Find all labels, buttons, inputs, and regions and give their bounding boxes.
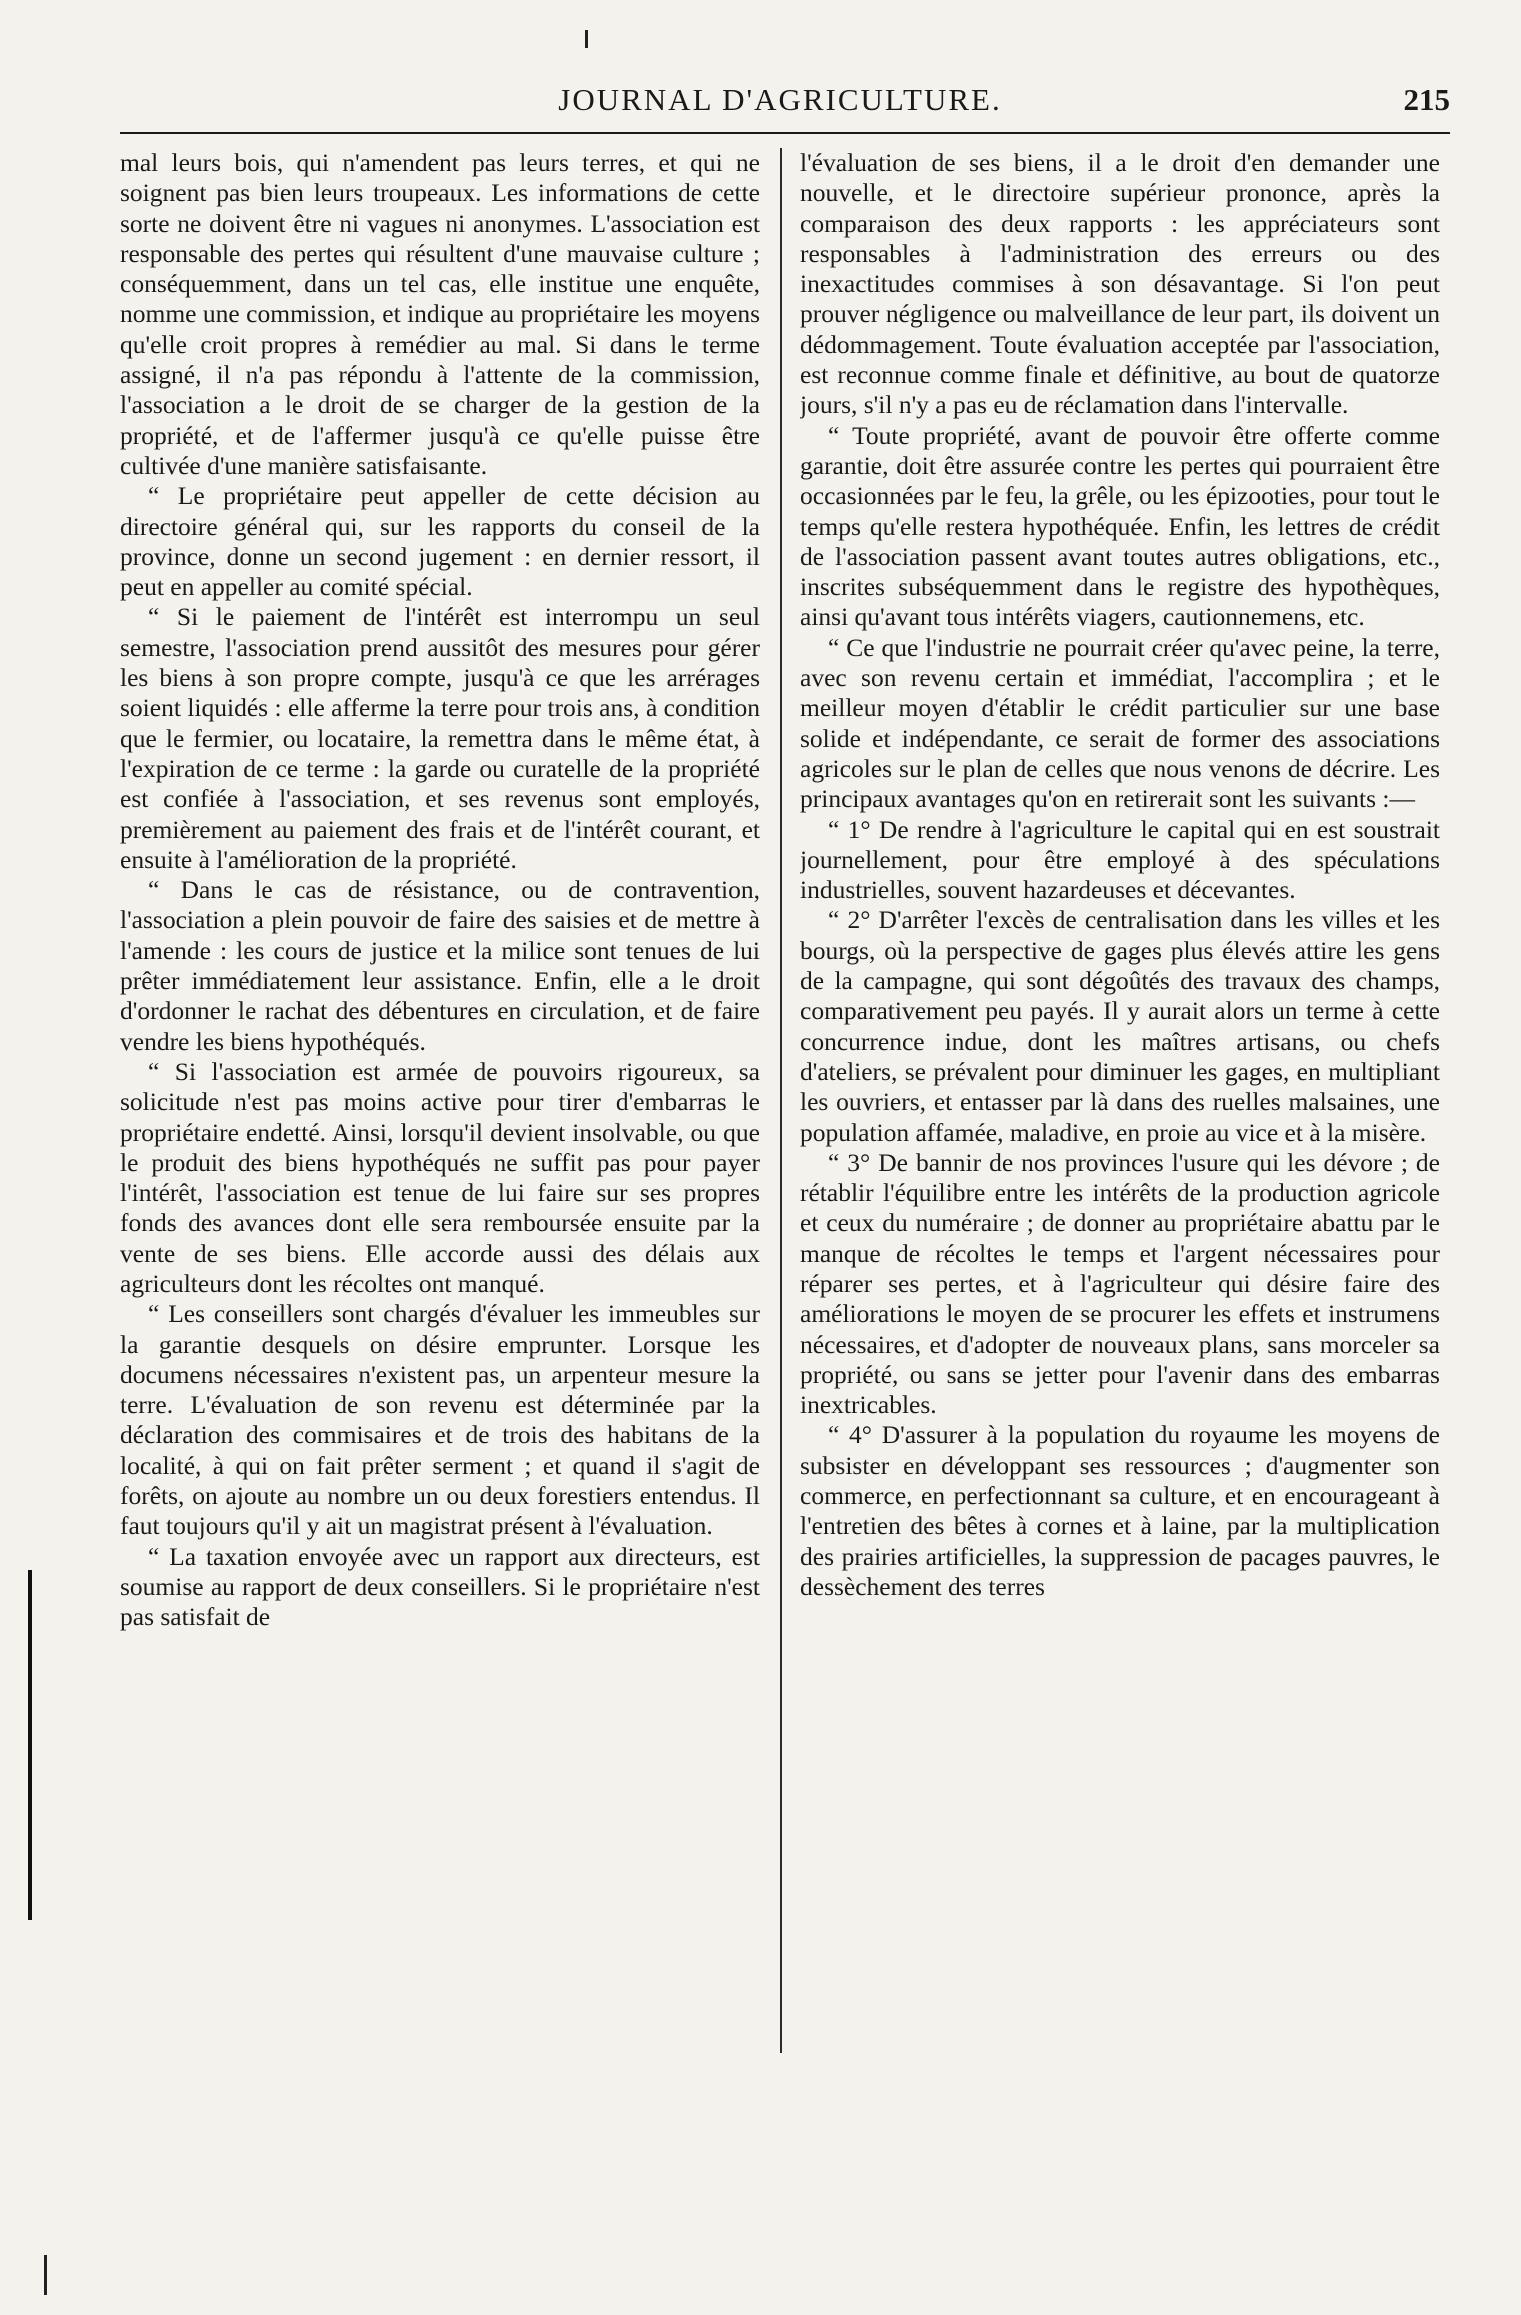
paragraph: “ Le propriétaire peut appeller de cette décision au directoire général qui, sur les rapports du conseil de la province, donne un second jugement : en dernier ressort, il peut en appeller au comité spécial. — [120, 481, 760, 602]
right-column — [800, 148, 1440, 2053]
column-divider — [780, 148, 782, 2053]
bottom-edge-mark — [44, 2255, 47, 2295]
page-header — [120, 82, 1450, 132]
paragraph: “ 1° De rendre à l'agriculture le capital qui en est soustrait journellement, pour être employé à des spéculations industrielles, souvent hazardeuses et décevantes. — [800, 814, 1440, 905]
page-number: 215 — [1403, 82, 1450, 117]
paragraph: “ Si le paiement de l'intérêt est interrompu un seul semestre, l'association prend aussitôt des mesures pour gérer les biens à son propre compte, jusqu'à ce que les arrérages soient liquidés : elle afferme la terre pour trois ans, à condition que le fermier, ou locataire, la remettra dans le même état, à l'expiration de ce terme : la garde ou curatelle de la propriété est confiée à l'association, et ses revenus sont employés, premièrement au paiement des frais et de l'intérêt courant, et ensuite à l'amélioration de la propriété. — [120, 602, 760, 874]
margin-mark — [28, 1570, 32, 1920]
paragraph: “ 2° D'arrêter l'excès de centralisation dans les villes et les bourgs, où la perspective de gages plus élevés attire les gens de la campagne, qui sont dégoûtés des travaux des champs, comparativement peu payés. Il y aurait alors un terme à cette concurrence indue, dont les maîtres artisans, ou chefs d'ateliers, se prévalent pour diminuer les gages, en multipliant les ouvriers, et entasser par là dans des ruelles malsaines, une population affamée, maladive, en proie au vice et à la misère. — [800, 905, 1440, 1147]
paragraph: “ Toute propriété, avant de pouvoir être offerte comme garantie, doit être assurée contre les pertes qui pourraient être occasionnées par le feu, la grêle, ou les épizooties, pour tout le temps qu'elle restera hypothéquée. Enfin, les lettres de crédit de l'association passent avant toutes autres obligations, etc., inscrites subséquemment dans le registre des hypothèques, ainsi qu'avant tous intérêts viagers, cautionnemens, etc. — [800, 420, 1440, 632]
running-title: JOURNAL D'AGRICULTURE. — [558, 82, 1002, 117]
paragraph: “ 4° D'assurer à la population du royaume les moyens de subsister en développant ses ressources ; d'augmenter son commerce, en perfectionnant sa culture, et en encourageant à l'entretien des bêtes à cornes et à laine, par la multiplication des prairies artificielles, la suppression de pacages pauvres, le dessèchement des terres — [800, 1420, 1440, 1601]
paragraph: l'évaluation de ses biens, il a le droit d'en demander une nouvelle, et le directoire supérieur prononce, après la comparaison des deux rapports : les appréciateurs sont responsables à l'administration des erreurs ou des inexactitudes commises à son désavantage. Si l'on peut prouver négligence ou malveillance de leur part, ils doivent un dédommagement. Toute évaluation acceptée par l'association, est reconnue comme finale et définitive, au bout de quatorze jours, s'il n'y a pas eu de réclamation dans l'intervalle. — [800, 148, 1440, 420]
header-rule — [120, 132, 1450, 134]
left-column — [120, 148, 760, 2053]
paragraph: “ Si l'association est armée de pouvoirs rigoureux, sa solicitude n'est pas moins active pour tirer d'embarras le propriétaire endetté. Ainsi, lorsqu'il devient insolvable, ou que le produit des biens hypothéqués ne suffit pas pour payer l'intérêt, l'association est tenue de lui faire sur ses propres fonds des avances dont elle sera remboursée ensuite par la vente de ses biens. Elle accorde aussi des délais aux agriculteurs dont les récoltes ont manqué. — [120, 1056, 760, 1298]
paragraph: “ Ce que l'industrie ne pourrait créer qu'avec peine, la terre, avec son revenu certain et immédiat, l'accomplira ; et le meilleur moyen d'établir le crédit particulier sur une base solide et indépendante, ce serait de former des associations agricoles sur le plan de celles que nous venons de décrire. Les principaux avantages qu'on en retirerait sont les suivants :— — [800, 632, 1440, 814]
paragraph: “ 3° De bannir de nos provinces l'usure qui les dévore ; de rétablir l'équilibre entre les intérêts de la production agricole et ceux du numéraire ; de donner au propriétaire abattu par le manque de récoltes le temps et l'argent nécessaires pour réparer ses pertes, et à l'agriculteur qui désire faire des améliorations le moyen de se procurer les effets et instrumens nécessaires, et d'adopter de nouveaux plans, sans morceler sa propriété, ou sans se jetter pour l'avenir dans des embarras inextricables. — [800, 1147, 1440, 1420]
paragraph: mal leurs bois, qui n'amendent pas leurs terres, et qui ne soignent pas bien leurs troupeaux. Les informations de cette sorte ne doivent être ni vagues ni anonymes. L'association est responsable des pertes qui résultent d'une mauvaise culture ; conséquemment, dans un tel cas, elle institue une enquête, nomme une commission, et indique au propriétaire les moyens qu'elle croit propres à remédier au mal. Si dans le terme assigné, il n'a pas répondu à l'attente de la commission, l'association a le droit de se charger de la gestion de la propriété, et de l'affermer jusqu'à ce qu'elle puisse être cultivée d'une manière satisfaisante. — [120, 148, 760, 480]
paragraph: “ Dans le cas de résistance, ou de contravention, l'association a plein pouvoir de faire des saisies et de mettre à l'amende : les cours de justice et la milice sont tenues de lui prêter immédiatement leur assistance. Enfin, elle a le droit d'ordonner le rachat des débentures en circulation, et de faire vendre les biens hypothéqués. — [120, 875, 760, 1056]
paragraph: “ Les conseillers sont chargés d'évaluer les immeubles sur la garantie desquels on désire emprunter. Lorsque les documens nécessaires n'existent pas, un arpenteur mesure la terre. L'évaluation de son revenu est déterminée par la déclaration des commisaires et de trois des habitans de la localité, à qui on fait prêter serment ; et quand il s'agit de forêts, on ajoute au nombre un ou deux forestiers entendus. Il faut toujours qu'il y ait un magistrat présent à l'évaluation. — [120, 1299, 760, 1541]
paragraph: “ La taxation envoyée avec un rapport aux directeurs, est soumise au rapport de deux conseillers. Si le propriétaire n'est pas satisfait de — [120, 1541, 760, 1632]
top-edge-mark — [585, 30, 588, 48]
